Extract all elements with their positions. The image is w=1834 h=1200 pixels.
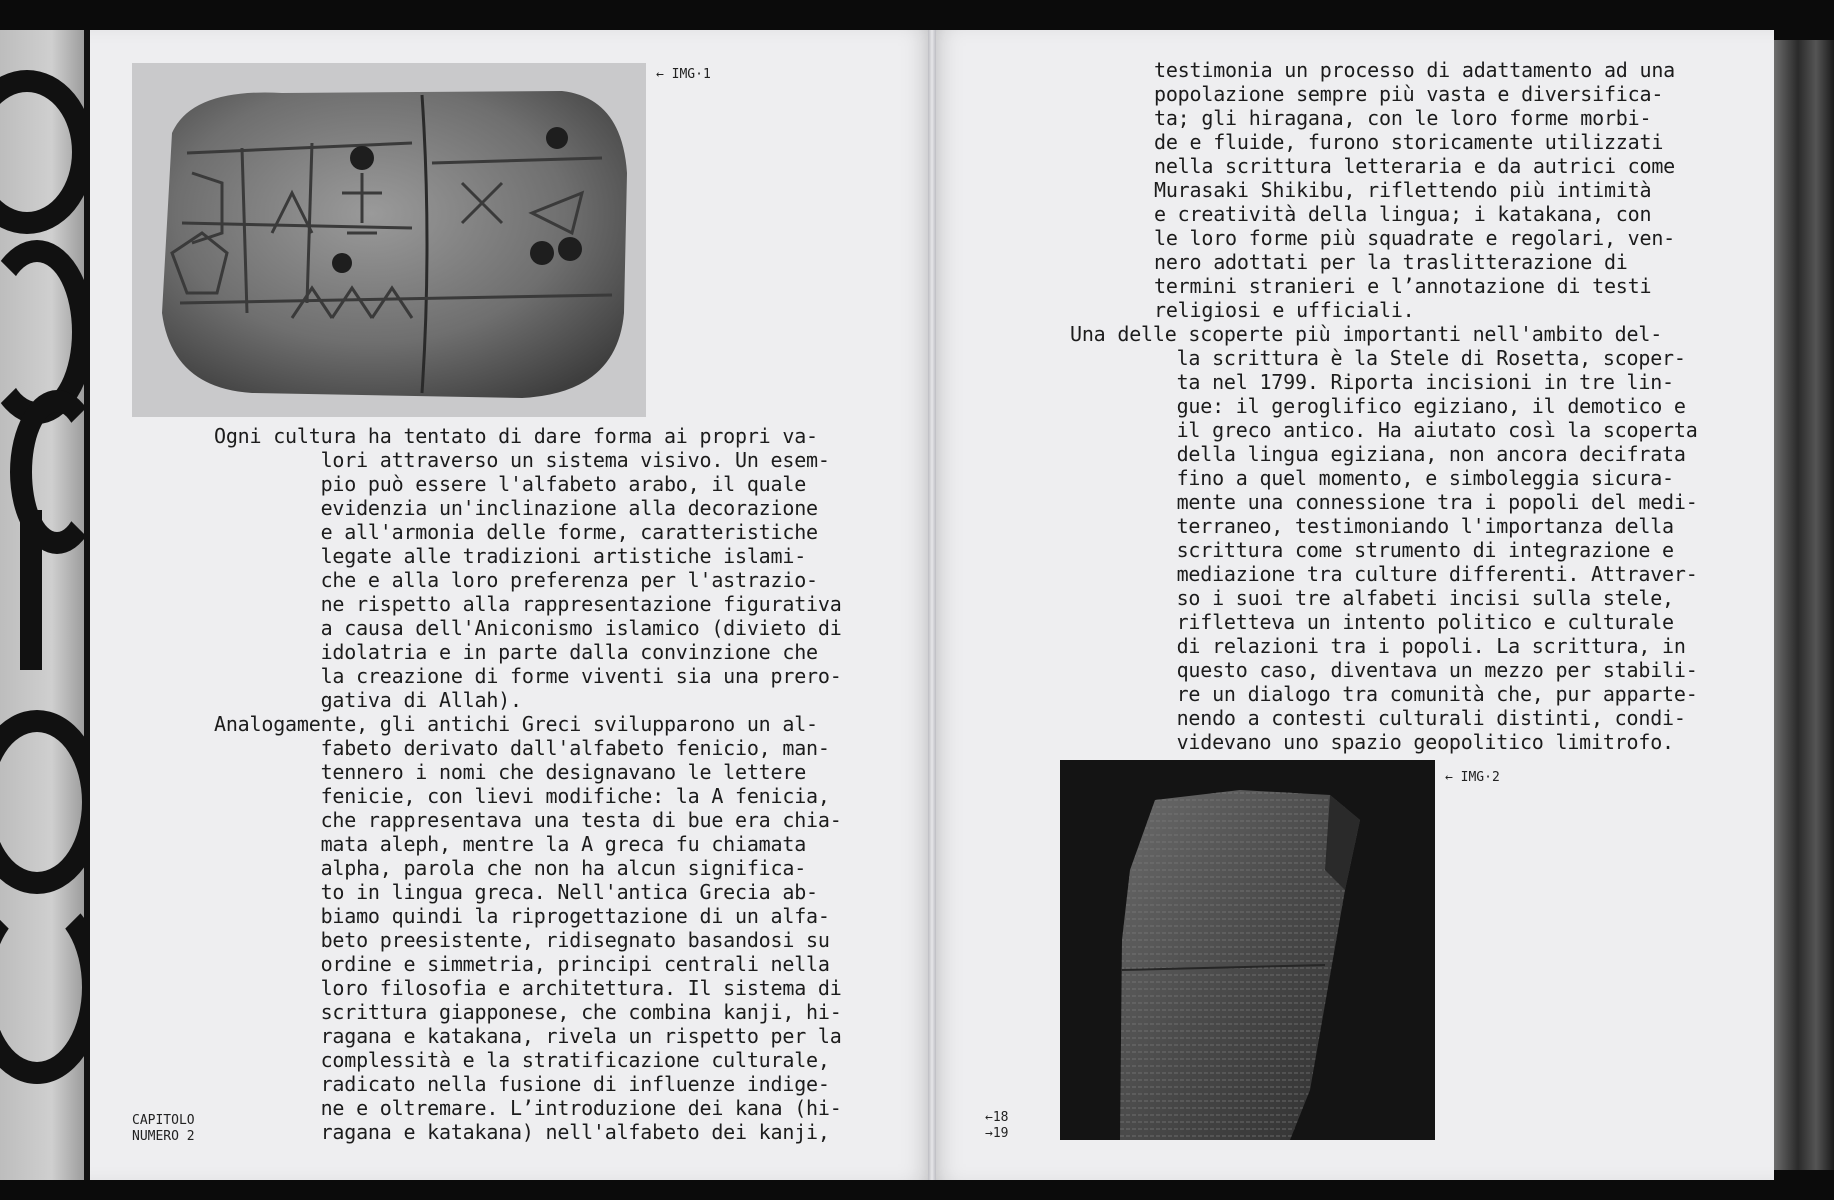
chapter-label: CAPITOLO NUMERO 2 (132, 1113, 195, 1144)
img2-caption: ← IMG·2 (1445, 770, 1500, 785)
book-gutter (928, 30, 936, 1180)
left-page-edge (84, 30, 90, 1180)
left-body-text: Ogni cultura ha tentato di dare forma ai propri va- lori attraverso un sistema visivo. Un esem- pio può essere l'alfabeto arabo, il quale evidenzia un'inclinazione alla decorazione e all'armonia delle forme, caratteristiche legate alle tradizioni artistiche islami- che e alla loro preferenza per l'astrazio- ne rispetto alla rappresentazione figurativa a causa dell'Aniconismo islamico (divieto di idolatria e in parte dalla convinzione che la creazione di forme viventi sia una prero- gativa di Allah). Analogamente, gli antichi Greci svilupparono un al- fabeto derivato dall'alfabeto fenicio, man- tennero i nomi che designavano le lettere fenicie, con lievi modifiche: la A fenicia, che rappresentava una testa di bue era chia- mata aleph, mentre la A greca fu chiamata alpha, parola che non ha alcun significa- to in lingua greca. Nell'antica Grecia ab- biamo quindi la riprogettazione di un alfa- beto preesistente, ridisegnato basandosi su ordine e simmetria, principi centrali nella loro filosofia e architettura. Il sistema di scrittura giapponese, che combina kanji, hi- ragana e katakana, rivela un rispetto per la complessità e la stratificazione culturale, radicato nella fusione di influenze indige- ne e oltremare. L’introduzione dei kana (hi- ragana e katakana) nell'alfabeto dei kanji, (214, 424, 842, 1144)
right-body-text-top: testimonia un processo di adattamento ad una popolazione sempre più vasta e diversifica- ta; gli hiragana, con le loro forme morbi- de e fluide, furono storicamente utilizzati nella scrittura letteraria e da autrici come Murasaki Shikibu, riflettendo più intimità e creatività della lingua; i katakana, con le loro forme più squadrate e regolari, ven- nero adottati per la traslitterazione di termini stranieri e l’annotazione di testi religiosi e ufficiali. (1154, 58, 1676, 322)
clay-tablet-image (132, 63, 646, 417)
img1-caption: ← IMG·1 (656, 67, 711, 82)
rosetta-stone-image (1060, 760, 1435, 1140)
right-body-text-main: Una delle scoperte più importanti nell'ambito del- la scrittura è la Stele di Rosetta, scoper- ta nel 1799. Riporta incisioni in tre lin- gue: il geroglifico egiziano, il demotico e il greco antico. Ha aiutato così la scoperta della lingua egiziana, non ancora decifrata fino a quel momento, e simboleggia sicura- mente una connessione tra i popoli del medi- terraneo, testimoniando l'importanza della scrittura come strumento di integrazione e mediazione tra culture differenti. Attraver- so i suoi tre alfabeti incisi sulla stele, rifletteva un intento politico e culturale di relazioni tra i popoli. La scrittura, in questo caso, diventava un mezzo per stabili- re un dialogo tra comunità che, pur apparte- nendo a contesti culturali distinti, condi- videvano uno spazio geopolitico limitrofo. (1070, 322, 1698, 754)
page-numbers: ←18 →19 (985, 1110, 1009, 1141)
right-cover-edge (1774, 40, 1834, 1170)
left-cover-edge (0, 30, 86, 1180)
